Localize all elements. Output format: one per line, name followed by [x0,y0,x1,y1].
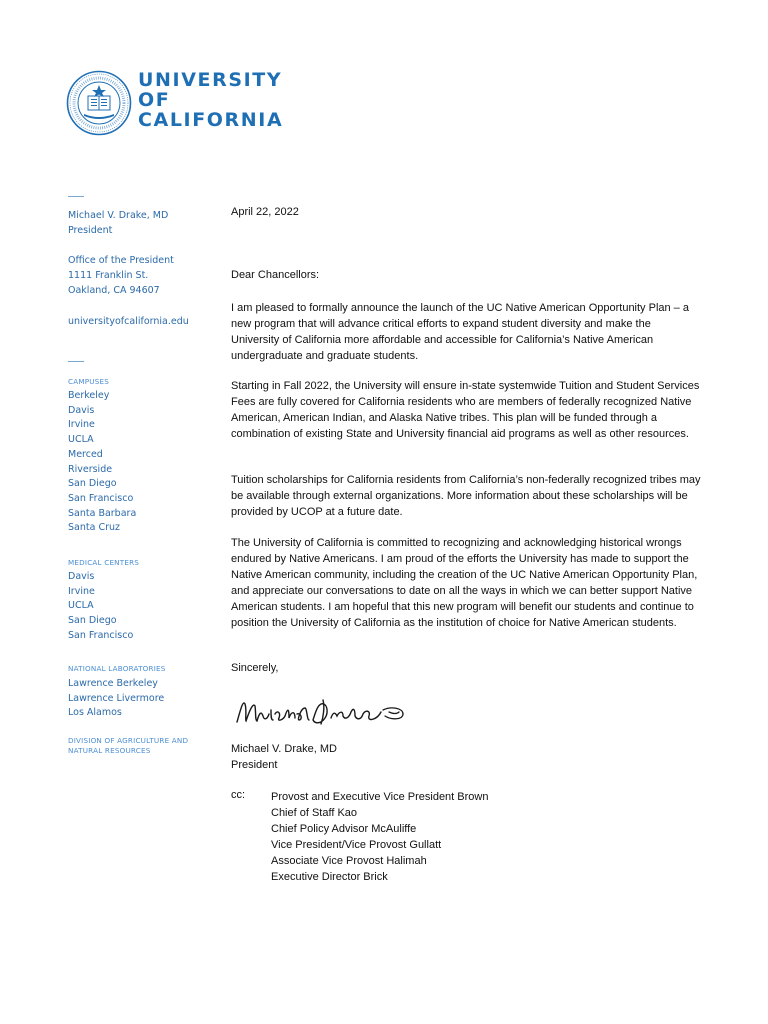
cc-list [271,789,488,885]
salutation: Dear Chancellors: [231,269,320,281]
campus-item: San Francisco [68,492,134,504]
cc-recipient: Provost and Executive Vice President Brown [271,791,489,803]
closing: Sincerely, [231,662,279,674]
signer-title: President [231,759,278,771]
campuses-heading: CAMPUSES [68,377,109,386]
office-line: Office of the President [68,255,174,266]
national-labs-list [68,677,164,721]
cc-label: cc: [231,789,246,801]
medical-centers-heading: MEDICAL CENTERS [68,558,140,567]
campus-item: Merced [68,448,103,460]
medical-center-item: Irvine [68,585,95,597]
office-address [68,253,174,298]
paragraph-2: Starting in Fall 2022, the University will ensure in-state systemwide Tuition and Student Services Fees are fully covered for California residents who are members of federally recognized Native American, American Indian, and Alaska Native tribes. This plan will be funded through a combination of existing State and University financial aid programs as well as other resources. [231,380,700,440]
agriculture-heading [68,736,188,756]
campus-item: UCLA [68,434,94,446]
wordmark-line-3: CALIFORNIA [138,109,284,131]
wordmark-line-1: UNIVERSITY [138,69,283,91]
national-labs-heading: NATIONAL LABORATORIES [68,664,166,673]
office-line: Oakland, CA 94607 [68,285,160,296]
website-text: universityofcalifornia.edu [68,316,189,327]
cc-recipient: Associate Vice Provost Halimah [271,855,427,867]
medical-center-item: San Francisco [68,629,134,641]
sender-name: Michael V. Drake, MD [68,210,169,221]
lab-item: Los Alamos [68,707,122,719]
campus-item: Santa Cruz [68,522,120,534]
campus-item: Davis [68,404,95,416]
university-wordmark [138,70,283,130]
agriculture-heading-line: NATURAL RESOURCES [68,746,151,755]
agriculture-heading-line: DIVISION OF AGRICULTURE AND [68,736,189,745]
office-line: 1111 Franklin St. [68,270,149,281]
sender-block [68,208,168,238]
cc-recipient: Executive Director Brick [271,871,388,883]
medical-center-item: UCLA [68,600,94,612]
campus-item: San Diego [68,478,117,490]
medical-center-item: Davis [68,571,95,582]
sender-title: President [68,225,113,236]
website-link[interactable] [68,314,189,329]
campus-item: Riverside [68,463,113,475]
paragraph-3: Tuition scholarships for California residents from California’s non-federally recognized tribes may be available through external organizations. More information about these scholarships will be provided by UCOP at a future date. [231,474,701,518]
handwritten-signature [231,690,411,734]
campus-item: Irvine [68,419,95,431]
campus-item: Berkeley [68,390,110,401]
cc-recipient: Chief Policy Advisor McAuliffe [271,823,417,835]
campus-item: Santa Barbara [68,507,137,519]
medical-centers-list [68,570,133,644]
wordmark-line-2: OF [138,89,171,111]
medical-center-item: San Diego [68,615,117,627]
lab-item: Lawrence Berkeley [68,678,158,689]
uc-seal-logo [66,70,132,136]
paragraph-4: The University of California is committed to recognizing and acknowledging historical wrongs endured by Native Americans. I am proud of the efforts the University has made to support the Native American community, including the creation of the UC Native American Opportunity Plan, and appreciate our conversations to date on all the ways in which we can better support Native American students. I am hopeful that this new program will benefit our students and continue to position the University of California as the institution of choice for Native American students. [231,537,698,629]
letter-date: April 22, 2022 [231,206,299,218]
sidebar-divider [68,196,84,197]
signer-name: Michael V. Drake, MD [231,743,337,755]
lab-item: Lawrence Livermore [68,692,165,704]
paragraph-1: I am pleased to formally announce the launch of the UC Native American Opportunity Plan – a new program that will advance critical efforts to expand student diversity and make the University of California more affordable and accessible for California’s Native American undergraduate and graduate students. [231,302,689,362]
cc-recipient: Chief of Staff Kao [271,807,358,819]
signer-block [231,741,337,773]
sidebar-divider [68,361,84,362]
campuses-list [68,389,136,536]
cc-recipient: Vice President/Vice Provost Gullatt [271,839,442,851]
